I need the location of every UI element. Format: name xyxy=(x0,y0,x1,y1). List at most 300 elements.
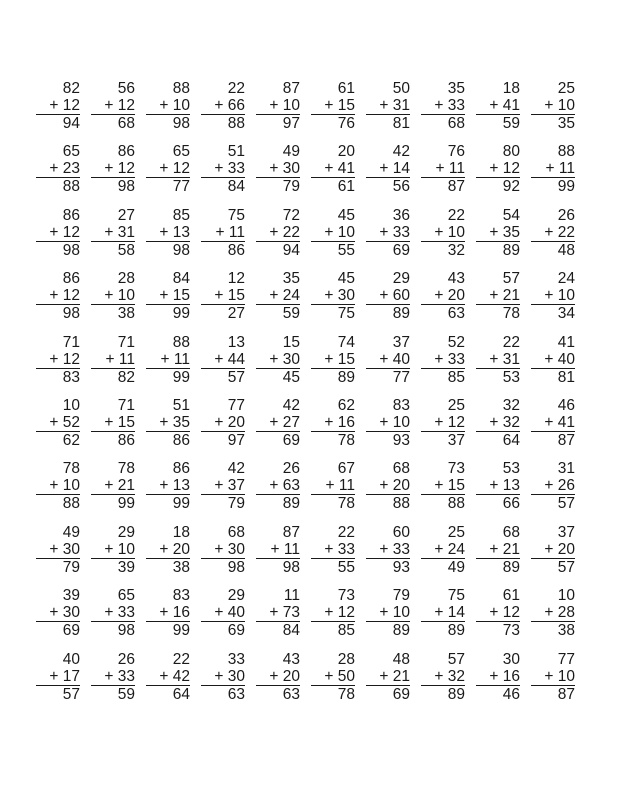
addend-bottom: 40 xyxy=(557,350,575,368)
addend-top: 26 xyxy=(117,650,135,668)
addend-top: 18 xyxy=(502,80,520,97)
sum-answer: 58 xyxy=(117,241,135,259)
addend-bottom: 10 xyxy=(557,287,575,305)
addend-top: 22 xyxy=(227,80,245,97)
addition-problem xyxy=(91,80,135,138)
sum-answer: 69 xyxy=(62,622,80,640)
addend-top: 33 xyxy=(227,650,245,668)
addend-top: 25 xyxy=(447,523,465,541)
addend-bottom: 12 xyxy=(502,604,520,622)
plus-sign: + xyxy=(269,414,279,431)
addend-bottom: 20 xyxy=(227,414,245,431)
addition-problem xyxy=(531,207,575,265)
plus-sign: + xyxy=(379,287,389,305)
plus-sign: + xyxy=(49,223,59,241)
addition-problem xyxy=(256,270,300,328)
sum-answer: 64 xyxy=(172,685,190,703)
plus-sign: + xyxy=(215,223,225,241)
addend-bottom: 32 xyxy=(447,667,465,685)
addend-bottom: 15 xyxy=(337,97,355,114)
addend-top: 57 xyxy=(502,270,520,288)
sum-answer: 73 xyxy=(502,622,520,640)
sum-answer: 59 xyxy=(282,305,300,323)
addend-top: 36 xyxy=(392,206,410,224)
sum-answer: 55 xyxy=(337,241,355,259)
plus-sign: + xyxy=(434,667,444,685)
plus-sign: + xyxy=(104,477,114,495)
addend-bottom-line xyxy=(256,351,300,369)
addition-problem xyxy=(366,524,410,582)
addition-problem xyxy=(201,524,245,582)
addend-top: 35 xyxy=(282,270,300,288)
addition-problem xyxy=(476,270,520,328)
addend-top: 29 xyxy=(117,523,135,541)
addend-top: 82 xyxy=(62,80,80,97)
sum-answer: 83 xyxy=(62,368,80,386)
addend-bottom: 40 xyxy=(227,604,245,622)
sum-answer: 63 xyxy=(447,305,465,323)
addend-top: 78 xyxy=(62,460,80,478)
addend-bottom-line xyxy=(91,477,135,495)
sum-answer: 89 xyxy=(447,622,465,640)
addition-problem xyxy=(366,397,410,455)
sum-answer: 48 xyxy=(557,241,575,259)
addend-bottom-line xyxy=(36,97,80,115)
addend-bottom: 50 xyxy=(337,667,355,685)
sum-answer: 69 xyxy=(392,685,410,703)
sum-answer: 69 xyxy=(282,432,300,449)
addend-top: 61 xyxy=(337,80,355,97)
addend-bottom: 22 xyxy=(282,223,300,241)
addend-top: 22 xyxy=(447,206,465,224)
addend-top: 42 xyxy=(227,460,245,478)
addition-problem xyxy=(91,334,135,392)
sum-answer: 89 xyxy=(502,558,520,576)
addend-top: 26 xyxy=(282,460,300,478)
sum-answer: 63 xyxy=(227,685,245,703)
addend-bottom: 23 xyxy=(62,160,80,178)
addend-bottom-line xyxy=(366,477,410,495)
addend-top: 39 xyxy=(62,587,80,605)
addend-bottom-line xyxy=(476,287,520,305)
addend-bottom-line xyxy=(531,541,575,559)
addend-bottom-line xyxy=(476,541,520,559)
addend-bottom: 33 xyxy=(392,540,410,558)
sum-answer: 88 xyxy=(62,495,80,513)
addend-bottom-line xyxy=(531,414,575,432)
sum-answer: 98 xyxy=(172,241,190,259)
addend-bottom: 33 xyxy=(447,350,465,368)
sum-answer: 39 xyxy=(117,558,135,576)
addition-problem xyxy=(201,460,245,518)
addend-top: 75 xyxy=(447,587,465,605)
addend-top: 60 xyxy=(392,523,410,541)
addend-bottom-line xyxy=(201,477,245,495)
addition-problem xyxy=(146,460,190,518)
addend-top: 87 xyxy=(282,523,300,541)
sum-answer: 57 xyxy=(557,558,575,576)
addend-top: 53 xyxy=(502,460,520,478)
addend-bottom-line xyxy=(421,668,465,686)
addend-bottom: 35 xyxy=(172,414,190,431)
addend-bottom-line xyxy=(311,414,355,432)
addition-problem xyxy=(311,524,355,582)
addend-bottom-line xyxy=(531,224,575,242)
addend-bottom: 14 xyxy=(392,160,410,178)
addend-bottom-line xyxy=(36,160,80,178)
addend-bottom: 10 xyxy=(282,97,300,114)
sum-answer: 46 xyxy=(502,685,520,703)
addition-problem xyxy=(256,651,300,709)
addend-bottom-line xyxy=(201,224,245,242)
addition-problem xyxy=(421,143,465,201)
addition-problem xyxy=(311,460,355,518)
plus-sign: + xyxy=(544,97,554,114)
addend-bottom-line xyxy=(146,351,190,369)
addend-top: 31 xyxy=(557,460,575,478)
addend-bottom: 33 xyxy=(337,540,355,558)
addend-bottom: 20 xyxy=(392,477,410,495)
addend-top: 37 xyxy=(392,333,410,351)
plus-sign: + xyxy=(159,667,169,685)
addend-bottom-line xyxy=(256,97,300,115)
addend-top: 78 xyxy=(117,460,135,478)
addition-problem xyxy=(36,80,80,138)
plus-sign: + xyxy=(379,667,389,685)
addition-problem xyxy=(476,334,520,392)
addend-bottom-line xyxy=(421,224,465,242)
plus-sign: + xyxy=(270,540,280,558)
sum-answer: 86 xyxy=(117,432,135,449)
sum-answer: 77 xyxy=(392,368,410,386)
addend-bottom: 30 xyxy=(282,160,300,178)
addend-top: 83 xyxy=(172,587,190,605)
addend-top: 68 xyxy=(502,523,520,541)
addend-bottom: 20 xyxy=(447,287,465,305)
addend-top: 76 xyxy=(447,143,465,161)
sum-answer: 37 xyxy=(447,432,465,449)
addend-bottom-line xyxy=(366,160,410,178)
plus-sign: + xyxy=(214,540,224,558)
addend-bottom-line xyxy=(366,97,410,115)
sum-answer: 35 xyxy=(557,115,575,132)
addend-top: 28 xyxy=(337,650,355,668)
addend-bottom: 73 xyxy=(282,604,300,622)
addend-top: 48 xyxy=(392,650,410,668)
plus-sign: + xyxy=(104,160,114,178)
sum-answer: 45 xyxy=(282,368,300,386)
addend-bottom-line xyxy=(421,477,465,495)
plus-sign: + xyxy=(324,223,334,241)
addend-bottom: 10 xyxy=(392,414,410,431)
sum-answer: 62 xyxy=(62,432,80,449)
plus-sign: + xyxy=(544,667,554,685)
plus-sign: + xyxy=(214,414,224,431)
plus-sign: + xyxy=(269,223,279,241)
addend-bottom: 33 xyxy=(447,97,465,114)
addend-top: 52 xyxy=(447,333,465,351)
addition-problem xyxy=(256,80,300,138)
addition-problem xyxy=(256,207,300,265)
addend-bottom: 21 xyxy=(117,477,135,495)
plus-sign: + xyxy=(379,414,389,431)
plus-sign: + xyxy=(434,540,444,558)
plus-sign: + xyxy=(489,540,499,558)
addend-bottom-line xyxy=(91,414,135,432)
addend-top: 83 xyxy=(392,397,410,414)
sum-answer: 64 xyxy=(502,432,520,449)
plus-sign: + xyxy=(489,667,499,685)
addition-problem xyxy=(146,143,190,201)
plus-sign: + xyxy=(104,604,114,622)
addend-top: 68 xyxy=(392,460,410,478)
addend-bottom-line xyxy=(421,351,465,369)
addition-problem xyxy=(476,397,520,455)
sum-answer: 85 xyxy=(447,368,465,386)
sum-answer: 88 xyxy=(62,178,80,196)
addend-top: 18 xyxy=(172,523,190,541)
addition-problem xyxy=(476,207,520,265)
plus-sign: + xyxy=(214,477,224,495)
plus-sign: + xyxy=(324,97,334,114)
addend-top: 49 xyxy=(62,523,80,541)
plus-sign: + xyxy=(489,477,499,495)
addend-bottom: 42 xyxy=(172,667,190,685)
sum-answer: 53 xyxy=(502,368,520,386)
addend-bottom: 33 xyxy=(117,667,135,685)
sum-answer: 99 xyxy=(557,178,575,196)
addend-top: 79 xyxy=(392,587,410,605)
addend-bottom-line xyxy=(311,541,355,559)
addition-problem xyxy=(366,270,410,328)
plus-sign: + xyxy=(324,160,334,178)
sum-answer: 61 xyxy=(337,178,355,196)
addend-bottom-line xyxy=(366,351,410,369)
plus-sign: + xyxy=(269,97,279,114)
addition-problem xyxy=(201,651,245,709)
addend-top: 57 xyxy=(447,650,465,668)
addition-problem xyxy=(476,587,520,645)
addend-top: 30 xyxy=(502,650,520,668)
plus-sign: + xyxy=(434,350,444,368)
sum-answer: 81 xyxy=(557,368,575,386)
plus-sign: + xyxy=(544,540,554,558)
addition-problem xyxy=(256,334,300,392)
addend-bottom-line xyxy=(146,287,190,305)
addend-bottom-line xyxy=(36,541,80,559)
addend-top: 29 xyxy=(227,587,245,605)
addition-problem xyxy=(36,524,80,582)
addend-top: 54 xyxy=(502,206,520,224)
sum-answer: 79 xyxy=(227,495,245,513)
addend-top: 51 xyxy=(227,143,245,161)
plus-sign: + xyxy=(489,350,499,368)
addition-problem xyxy=(311,207,355,265)
plus-sign: + xyxy=(489,414,499,431)
plus-sign: + xyxy=(159,160,169,178)
addend-bottom: 21 xyxy=(502,540,520,558)
addend-bottom: 11 xyxy=(558,160,575,178)
addend-bottom-line xyxy=(146,414,190,432)
plus-sign: + xyxy=(214,667,224,685)
addition-problem xyxy=(421,587,465,645)
addend-bottom-line xyxy=(366,414,410,432)
addend-top: 56 xyxy=(117,80,135,97)
addend-bottom-line xyxy=(476,351,520,369)
sum-answer: 98 xyxy=(62,305,80,323)
addend-top: 24 xyxy=(557,270,575,288)
sum-answer: 78 xyxy=(337,432,355,449)
addition-problem xyxy=(201,334,245,392)
addend-top: 86 xyxy=(172,460,190,478)
addition-problem xyxy=(36,207,80,265)
sum-answer: 57 xyxy=(557,495,575,513)
addend-bottom-line xyxy=(311,351,355,369)
addend-bottom: 33 xyxy=(227,160,245,178)
sum-answer: 99 xyxy=(172,495,190,513)
sum-answer: 82 xyxy=(117,368,135,386)
plus-sign: + xyxy=(104,540,114,558)
addend-top: 51 xyxy=(172,397,190,414)
plus-sign: + xyxy=(49,477,59,495)
addend-bottom: 30 xyxy=(227,540,245,558)
sum-answer: 27 xyxy=(227,305,245,323)
addend-bottom: 24 xyxy=(447,540,465,558)
addend-bottom-line xyxy=(36,604,80,622)
sum-answer: 79 xyxy=(282,178,300,196)
plus-sign: + xyxy=(325,477,335,495)
plus-sign: + xyxy=(160,350,170,368)
addition-problem xyxy=(421,207,465,265)
addend-top: 87 xyxy=(282,80,300,97)
plus-sign: + xyxy=(159,223,169,241)
plus-sign: + xyxy=(379,160,389,178)
addend-top: 65 xyxy=(117,587,135,605)
addend-top: 77 xyxy=(557,650,575,668)
plus-sign: + xyxy=(214,350,224,368)
addend-bottom-line xyxy=(311,224,355,242)
plus-sign: + xyxy=(379,350,389,368)
sum-answer: 98 xyxy=(227,558,245,576)
sum-answer: 93 xyxy=(392,432,410,449)
addend-bottom-line xyxy=(256,668,300,686)
addend-bottom: 10 xyxy=(557,667,575,685)
plus-sign: + xyxy=(379,223,389,241)
addend-top: 86 xyxy=(62,206,80,224)
addition-problem xyxy=(311,397,355,455)
addend-bottom: 30 xyxy=(62,540,80,558)
addend-bottom: 12 xyxy=(502,160,520,178)
sum-answer: 78 xyxy=(337,495,355,513)
sum-answer: 87 xyxy=(447,178,465,196)
addend-top: 12 xyxy=(227,270,245,288)
addend-top: 41 xyxy=(557,333,575,351)
addend-top: 25 xyxy=(447,397,465,414)
addend-top: 73 xyxy=(337,587,355,605)
addend-bottom-line xyxy=(36,287,80,305)
sum-answer: 98 xyxy=(172,115,190,132)
plus-sign: + xyxy=(214,160,224,178)
sum-answer: 98 xyxy=(117,178,135,196)
plus-sign: + xyxy=(544,287,554,305)
addend-bottom: 11 xyxy=(173,350,190,368)
addend-bottom-line xyxy=(366,604,410,622)
addend-top: 40 xyxy=(62,650,80,668)
addend-bottom-line xyxy=(146,97,190,115)
sum-answer: 99 xyxy=(172,368,190,386)
addend-bottom: 13 xyxy=(502,477,520,495)
addend-top: 50 xyxy=(392,80,410,97)
addend-bottom-line xyxy=(421,160,465,178)
addend-top: 15 xyxy=(282,333,300,351)
plus-sign: + xyxy=(324,667,334,685)
addition-problem xyxy=(36,270,80,328)
addend-top: 88 xyxy=(172,333,190,351)
addend-bottom: 10 xyxy=(117,287,135,305)
sum-answer: 99 xyxy=(172,305,190,323)
addend-bottom-line xyxy=(91,541,135,559)
sum-answer: 69 xyxy=(392,241,410,259)
plus-sign: + xyxy=(379,97,389,114)
addend-bottom: 14 xyxy=(447,604,465,622)
addition-problem xyxy=(91,397,135,455)
plus-sign: + xyxy=(435,160,445,178)
addend-bottom: 12 xyxy=(117,160,135,178)
addend-bottom: 24 xyxy=(282,287,300,305)
addend-top: 26 xyxy=(557,206,575,224)
addend-bottom-line xyxy=(476,160,520,178)
addend-bottom: 13 xyxy=(172,477,190,495)
addend-bottom-line xyxy=(256,477,300,495)
plus-sign: + xyxy=(159,97,169,114)
addend-bottom: 35 xyxy=(502,223,520,241)
sum-answer: 98 xyxy=(117,622,135,640)
addition-problem xyxy=(366,587,410,645)
addend-top: 85 xyxy=(172,206,190,224)
addend-top: 29 xyxy=(392,270,410,288)
plus-sign: + xyxy=(434,414,444,431)
sum-answer: 56 xyxy=(392,178,410,196)
sum-answer: 88 xyxy=(227,115,245,132)
addend-bottom: 11 xyxy=(118,350,135,368)
addend-bottom: 60 xyxy=(392,287,410,305)
addend-bottom-line xyxy=(421,97,465,115)
addend-bottom-line xyxy=(146,160,190,178)
addend-bottom-line xyxy=(531,668,575,686)
sum-answer: 38 xyxy=(117,305,135,323)
sum-answer: 92 xyxy=(502,178,520,196)
addend-top: 88 xyxy=(557,143,575,161)
addition-problem xyxy=(421,397,465,455)
addition-problem xyxy=(36,651,80,709)
addend-bottom: 20 xyxy=(172,540,190,558)
addition-problem xyxy=(36,587,80,645)
addition-problem xyxy=(531,80,575,138)
addend-bottom-line xyxy=(421,541,465,559)
plus-sign: + xyxy=(269,350,279,368)
addend-bottom-line xyxy=(311,287,355,305)
addend-bottom-line xyxy=(256,287,300,305)
sum-answer: 89 xyxy=(337,368,355,386)
addend-bottom-line xyxy=(36,414,80,432)
sum-answer: 99 xyxy=(172,622,190,640)
addition-problem xyxy=(201,270,245,328)
addend-bottom: 15 xyxy=(447,477,465,495)
addend-bottom-line xyxy=(366,668,410,686)
plus-sign: + xyxy=(545,160,555,178)
plus-sign: + xyxy=(49,350,59,368)
addition-problem xyxy=(201,587,245,645)
